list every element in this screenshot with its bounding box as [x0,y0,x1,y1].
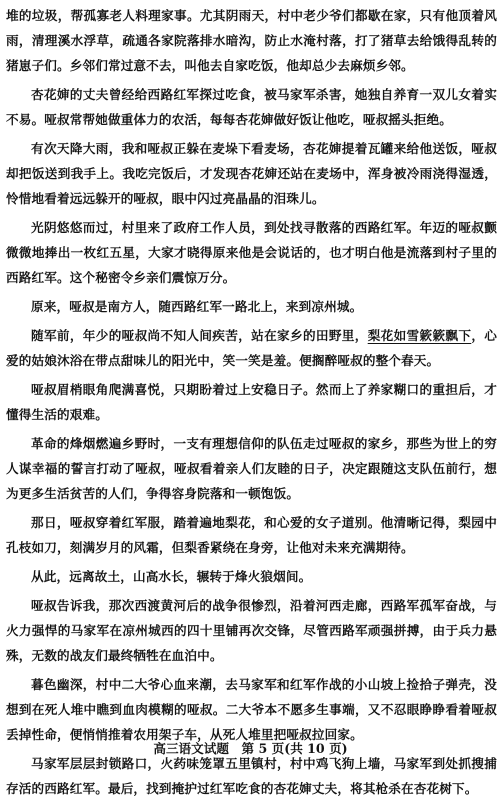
exam-page-body [6,3,497,805]
paragraph-6 [6,323,497,373]
underlined-phrase: 梨花如雪簌簌飘下 [367,328,472,343]
paragraph-6-before: 随军前，年少的哑叔尚不知人间疾苦，站在家乡的田野里， [31,328,368,343]
paragraph-9: 那日，哑叔穿着红军服，踏着遍地梨花，和心爱的女子道别。他清晰记得，梨园中孔枝如刀，刻满岁月的风霜，但梨香紧绕在身旁，让他对未来充满期待。 [6,515,497,555]
page-footer: 高三语文试题 第 5 页(共 10 页) [153,741,348,756]
paragraph-12: 暮色幽深，村中二大爷心血来潮，去马家军和红军作战的小山坡上捡拾子弹壳，没想到在死人堆中瞧到血肉模糊的哑叔。二大爷本不愿多生事端，又不忍眼睁睁看着哑叔丢掉性命，便悄悄推着农用架子车，从死人堆里把哑叔拉回家。 [6,677,497,742]
paragraph-10: 从此，远离故土，山高水长，辗转于烽火狼烟间。 [31,569,312,584]
paragraph-13: 马家军层层封锁路口，火药味笼罩五里镇村，村中鸡飞狗上墙，马家军到处抓搜捕存活的西路红军。最后，找到掩护过红军吃食的杏花婶丈夫，将其枪杀在杏花树下。 [6,756,497,796]
paragraph-4: 光阴悠悠而过，村里来了政府工作人员，到处找寻散落的西路红军。年迈的哑叔颤微微地捧出一枚红五星，大家才晓得原来他是会说话的，也才明白他是流落到村子里的西路红军。这个秘密令乡亲们震惊万分。 [6,220,497,285]
paragraph-8: 革命的烽烟燃遍乡野时，一支有理想信仰的队伍走过哑叔的家乡，那些为世上的穷人谋幸福的誓言打动了哑叔，哑叔看着亲人们友睦的日子，决定跟随这支队伍前行，想为更多生活贫苦的人们，争得容身院落和一顿饱饭。 [6,436,497,501]
paragraph-6-after: ，心爱的姑娘沐浴在带点甜味儿的阳光中，笑一笑是羞。便搁醉哑叔的整个春天。 [6,328,498,368]
paragraph-2: 杏花婶的丈夫曾经给西路红军探过吃食，被马家军杀害，她独自养育一双儿女着实不易。哑叔常帮她做重体力的农活，每每杏花婶做好饭让他吃，哑叔摇头拒绝。 [6,87,497,127]
paragraph-5: 原来，哑叔是南方人，随西路红军一路北上，来到凉州城。 [31,299,363,314]
paragraph-3: 有次天降大雨，我和哑叔正躲在麦垛下看麦场，杏花婶提着瓦罐来给他送饭，哑叔却把饭送到我手上。我吃完饭后，才发现杏花婶还站在麦场中，浑身被冷雨浇得湿透，怜惜地看着远远躲开的哑叔，眼中闪过亮晶晶的泪珠儿。 [6,141,497,206]
paragraph-11: 哑叔告诉我，那次西渡黄河后的战争很惨烈，沿着河西走廊，西路军孤军奋战，与火力强悍的马家军在凉州城西的四十里铺再次交锋，尽管西路军顽强拼搏，由于兵力悬殊，无数的战友们最终牺牲在血泊中。 [6,598,497,663]
paragraph-7: 哑叔眉梢眼角爬满喜悦，只期盼着过上安稳日子。然而上了养家糊口的重担后，才懂得生活的艰难。 [6,382,497,422]
paragraph-1: 堆的垃圾，帮孤寡老人料理家事。尤其阴雨天，村中老少爷们都歇在家，只有他顶着风雨，清理溪水浮草，疏通各家院落排水暗沟，防止水淹村落，打了猪草去给饿得乱转的猪崽子们。乡邻们常过意不去，叫他去自家吃饭，他却总少去麻烦乡邻。 [6,8,497,73]
